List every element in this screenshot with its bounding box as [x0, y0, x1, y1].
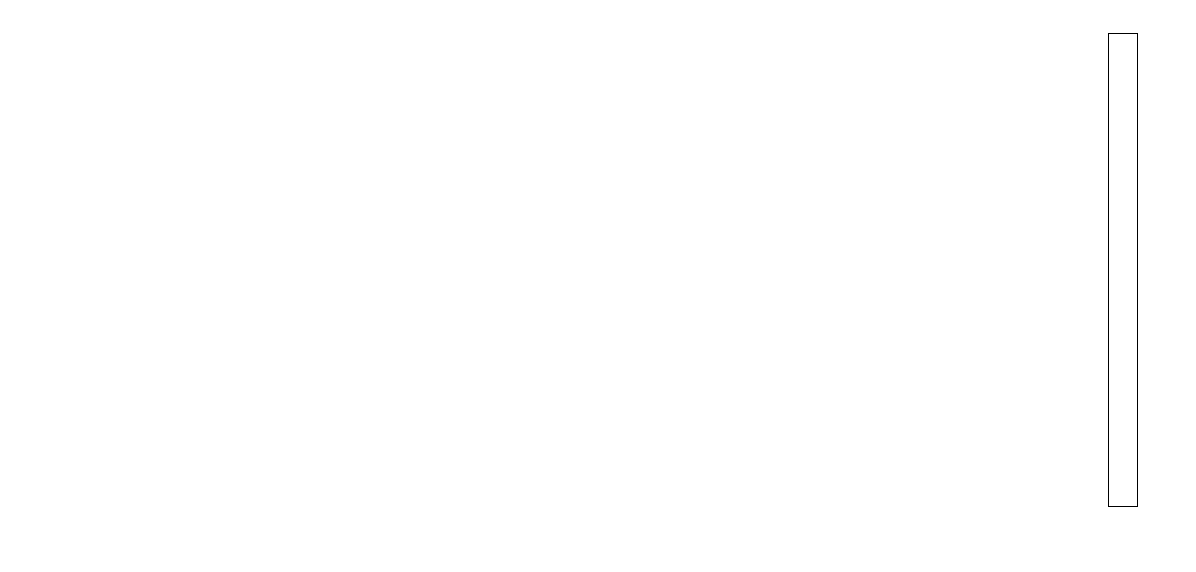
colorbar-ticks [1139, 33, 1189, 513]
colorbar [1108, 33, 1138, 507]
x-axis-labels [44, 536, 1034, 554]
y-axis-labels [0, 33, 40, 533]
